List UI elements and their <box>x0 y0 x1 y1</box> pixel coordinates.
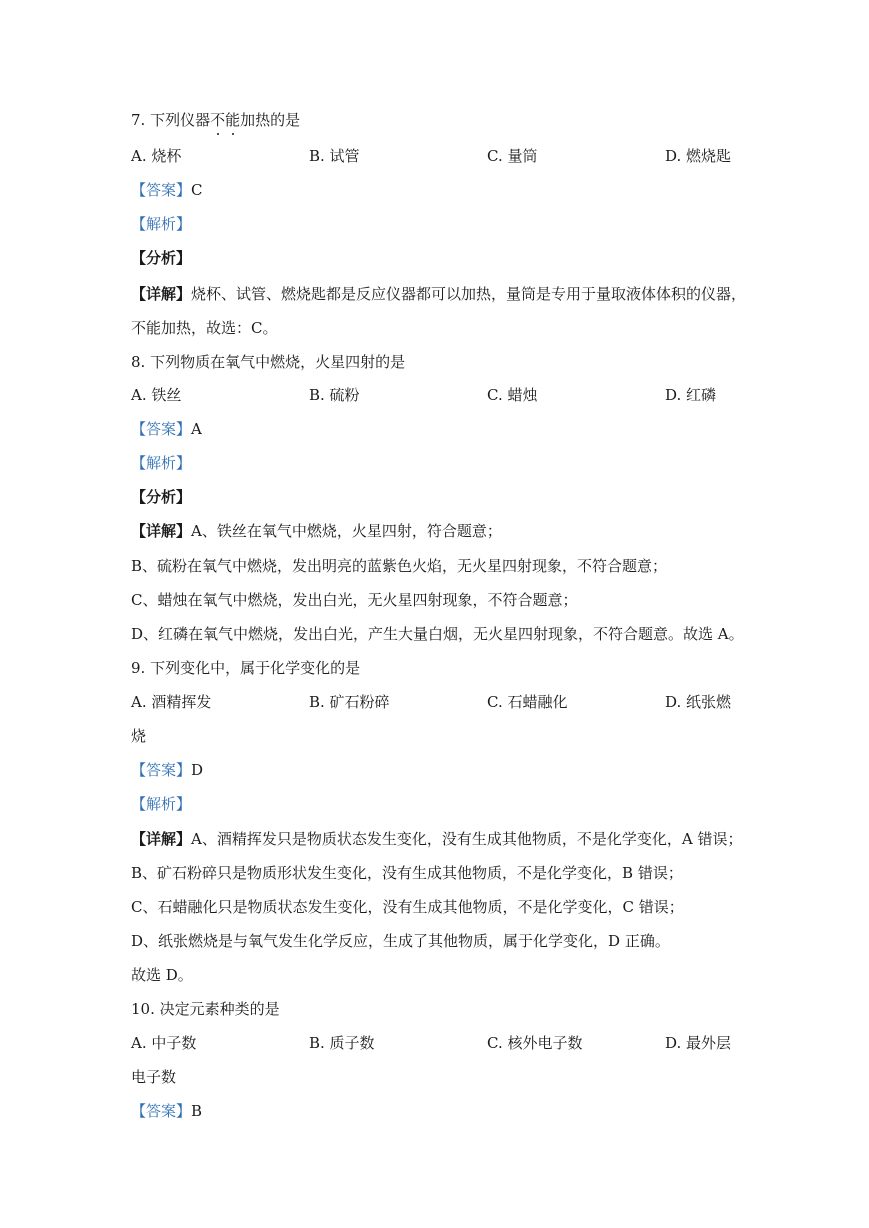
q8-option-a: A. 铁丝 <box>131 386 182 404</box>
q10-option-a: A. 中子数 <box>131 1034 197 1052</box>
answer-value: B <box>191 1102 203 1120</box>
q8-detail-line-4: D、红磷在氧气中燃烧，发出白光，产生大量白烟，无火星四射现象，不符合题意。故选 A。 <box>131 625 744 643</box>
q8-detail-line-2: B、硫粉在氧气中燃烧，发出明亮的蓝紫色火焰，无火星四射现象，不符合题意； <box>131 557 668 575</box>
q9-detail-line-3: C、石蜡融化只是物质状态发生变化，没有生成其他物质，不是化学变化，C 错误； <box>131 898 684 916</box>
answer-tag: 【答案】 <box>131 420 192 438</box>
question-9-stem: 9. 下列变化中，属于化学变化的是 <box>131 659 361 677</box>
question-10-stem: 10. 决定元素种类的是 <box>131 1000 280 1018</box>
q8-answer <box>131 419 202 439</box>
q10-option-c: C. 核外电子数 <box>487 1034 583 1052</box>
answer-tag: 【答案】 <box>131 181 192 199</box>
q8-option-b: B. 硫粉 <box>309 386 360 404</box>
q9-detail-line-5: 故选 D。 <box>131 966 193 984</box>
emphasis-dot-text: 能 <box>225 111 241 129</box>
q8-option-c: C. 蜡烛 <box>487 386 538 404</box>
q9-option-c: C. 石蜡融化 <box>487 693 568 711</box>
detail-text: A、酒精挥发只是物质状态发生变化，没有生成其他物质，不是化学变化，A 错误； <box>191 830 743 848</box>
q9-option-d: D. 纸张燃 <box>665 693 732 711</box>
q9-answer <box>131 760 203 780</box>
q9-analysis-tag: 【解析】 <box>131 795 192 813</box>
q8-detail-line-3: C、蜡烛在氧气中燃烧，发出白光，无火星四射现象，不符合题意； <box>131 591 578 609</box>
detail-text: A、铁丝在氧气中燃烧，火星四射，符合题意； <box>191 522 502 540</box>
q8-fenxi-tag: 【分析】 <box>131 488 192 506</box>
q7-analysis-tag: 【解析】 <box>131 215 192 233</box>
answer-tag: 【答案】 <box>131 761 192 779</box>
q7-fenxi-tag: 【分析】 <box>131 249 192 267</box>
q7-option-d: D. 燃烧匙 <box>665 147 732 165</box>
q10-answer <box>131 1101 202 1121</box>
question-8-stem: 8. 下列物质在氧气中燃烧，火星四射的是 <box>131 353 406 371</box>
q10-option-d: D. 最外层 <box>665 1034 732 1052</box>
question-7-stem <box>131 110 300 130</box>
stem-text: 加热的是 <box>240 111 301 129</box>
detail-tag: 【详解】 <box>131 522 192 540</box>
q8-option-d: D. 红磷 <box>665 386 717 404</box>
answer-value: C <box>191 181 203 199</box>
q10-option-b: B. 质子数 <box>309 1034 375 1052</box>
q7-option-b: B. 试管 <box>309 147 360 165</box>
q9-option-b: B. 矿石粉碎 <box>309 693 390 711</box>
detail-text: 烧杯、试管、燃烧匙都是反应仪器都可以加热，量筒是专用于量取液体体积的仪器， <box>191 285 747 303</box>
emphasis-dot-text: 不 <box>210 111 226 129</box>
q7-answer <box>131 180 203 200</box>
detail-tag: 【详解】 <box>131 830 192 848</box>
detail-tag: 【详解】 <box>131 285 192 303</box>
q9-detail-line-4: D、纸张燃烧是与氧气发生化学反应，生成了其他物质，属于化学变化，D 正确。 <box>131 932 670 950</box>
q9-detail-line-1 <box>131 829 742 849</box>
answer-value: D <box>191 761 204 779</box>
answer-value: A <box>191 420 202 438</box>
q8-detail-line-1 <box>131 521 502 541</box>
q7-detail-line-2: 不能加热，故选：C。 <box>131 319 278 337</box>
stem-text: 7. 下列仪器 <box>131 111 211 129</box>
q7-detail-line-1 <box>131 284 746 304</box>
q9-option-d-wrap: 烧 <box>131 727 147 745</box>
q7-option-c: C. 量筒 <box>487 147 538 165</box>
q7-option-a: A. 烧杯 <box>131 147 182 165</box>
answer-tag: 【答案】 <box>131 1102 192 1120</box>
q9-option-a: A. 酒精挥发 <box>131 693 212 711</box>
q8-analysis-tag: 【解析】 <box>131 454 192 472</box>
q10-option-d-wrap: 电子数 <box>131 1068 177 1086</box>
q9-detail-line-2: B、矿石粉碎只是物质形状发生变化，没有生成其他物质，不是化学变化，B 错误； <box>131 864 683 882</box>
